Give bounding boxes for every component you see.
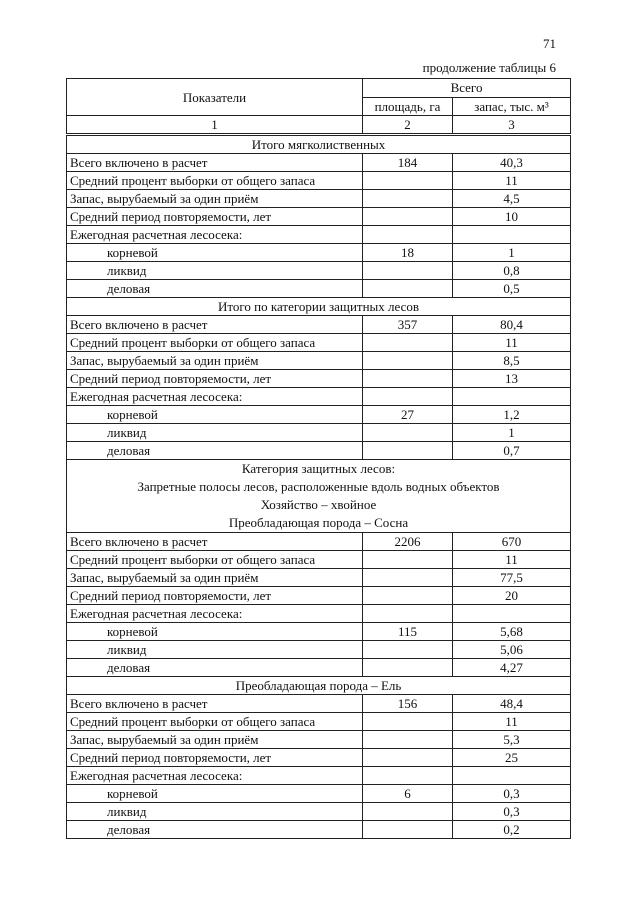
- row-area: [363, 388, 453, 406]
- table-row: [67, 569, 571, 587]
- header-col-number: 3: [453, 116, 571, 135]
- row-stock: 0,2: [453, 821, 571, 839]
- row-area: [363, 334, 453, 352]
- table-row: [67, 695, 571, 713]
- table-row: [67, 334, 571, 352]
- page-number: 71: [543, 36, 556, 51]
- row-area: [363, 262, 453, 280]
- row-label: Запас, вырубаемый за один приём: [67, 731, 363, 749]
- row-label: Ежегодная расчетная лесосека:: [67, 226, 363, 244]
- table-row: [67, 803, 571, 821]
- row-area: [363, 641, 453, 659]
- row-label: Средний период повторяемости, лет: [67, 749, 363, 767]
- row-area: [363, 713, 453, 731]
- row-area: 184: [363, 154, 453, 172]
- row-area: [363, 659, 453, 677]
- row-area: [363, 605, 453, 623]
- row-stock: 4,27: [453, 659, 571, 677]
- header-col-number: 2: [363, 116, 453, 135]
- row-label: Средний период повторяемости, лет: [67, 370, 363, 388]
- row-label: Запас, вырубаемый за один приём: [67, 352, 363, 370]
- row-stock: 8,5: [453, 352, 571, 370]
- table-row: [67, 605, 571, 623]
- row-stock: [453, 767, 571, 785]
- row-area: [363, 551, 453, 569]
- table-row: [67, 767, 571, 785]
- row-label: Средний процент выборки от общего запаса: [67, 713, 363, 731]
- table-row: [67, 442, 571, 460]
- row-area: [363, 370, 453, 388]
- row-area: 18: [363, 244, 453, 262]
- row-stock: 1,2: [453, 406, 571, 424]
- row-area: [363, 803, 453, 821]
- row-area: [363, 280, 453, 298]
- row-stock: 5,68: [453, 623, 571, 641]
- table-row: [67, 623, 571, 641]
- row-stock: 11: [453, 172, 571, 190]
- row-label: Средний период повторяемости, лет: [67, 208, 363, 226]
- table-row: [67, 551, 571, 569]
- row-area: 27: [363, 406, 453, 424]
- row-stock: [453, 226, 571, 244]
- row-label: Средний период повторяемости, лет: [67, 587, 363, 605]
- row-stock: 670: [453, 533, 571, 551]
- section-title: [67, 677, 571, 695]
- section-title-row: [67, 135, 571, 154]
- section-title-row: [67, 677, 571, 695]
- section-title: [67, 298, 571, 316]
- section-title-line: Итого мягколиственных: [251, 137, 386, 152]
- row-area: [363, 190, 453, 208]
- row-label: Запас, вырубаемый за один приём: [67, 569, 363, 587]
- section-title-line: Преобладающая порода – Ель: [235, 678, 402, 693]
- row-area: [363, 587, 453, 605]
- row-label: Запас, вырубаемый за один приём: [67, 190, 363, 208]
- row-stock: 0,3: [453, 803, 571, 821]
- table-row: [67, 713, 571, 731]
- table-row: [67, 785, 571, 803]
- row-stock: 0,8: [453, 262, 571, 280]
- header-total: Всего: [363, 79, 571, 98]
- row-area: [363, 352, 453, 370]
- table-row: [67, 316, 571, 334]
- table-row: [67, 587, 571, 605]
- table-row: [67, 388, 571, 406]
- section-title-line: Запретные полосы лесов, расположенные вдоль водных объектов: [137, 479, 500, 494]
- row-area: [363, 208, 453, 226]
- row-stock: 0,5: [453, 280, 571, 298]
- table-row: [67, 641, 571, 659]
- table-body: [67, 135, 571, 839]
- table-row: [67, 208, 571, 226]
- row-label: корневой: [67, 623, 363, 641]
- row-stock: 11: [453, 334, 571, 352]
- row-area: [363, 569, 453, 587]
- row-label: Всего включено в расчет: [67, 154, 363, 172]
- row-area: [363, 424, 453, 442]
- row-label: деловая: [67, 442, 363, 460]
- row-stock: 5,3: [453, 731, 571, 749]
- row-label: Средний процент выборки от общего запаса: [67, 551, 363, 569]
- row-label: деловая: [67, 659, 363, 677]
- row-label: корневой: [67, 244, 363, 262]
- table-row: [67, 226, 571, 244]
- table-row: [67, 190, 571, 208]
- section-title: [67, 460, 571, 533]
- row-area: [363, 767, 453, 785]
- row-stock: 40,3: [453, 154, 571, 172]
- row-label: Ежегодная расчетная лесосека:: [67, 767, 363, 785]
- table-row: [67, 406, 571, 424]
- row-stock: 1: [453, 424, 571, 442]
- row-label: Средний процент выборки от общего запаса: [67, 334, 363, 352]
- table-row: [67, 424, 571, 442]
- row-area: 2206: [363, 533, 453, 551]
- table-row: [67, 821, 571, 839]
- row-stock: 80,4: [453, 316, 571, 334]
- row-area: [363, 442, 453, 460]
- row-label: ликвид: [67, 803, 363, 821]
- row-area: 6: [363, 785, 453, 803]
- table-row: [67, 749, 571, 767]
- row-stock: 25: [453, 749, 571, 767]
- table-row: [67, 731, 571, 749]
- section-title-line: Преобладающая порода – Сосна: [228, 515, 409, 530]
- row-label: ликвид: [67, 262, 363, 280]
- section-title-line: Хозяйство – хвойное: [260, 497, 377, 512]
- section-title: [67, 135, 571, 154]
- row-stock: 11: [453, 551, 571, 569]
- table-row: [67, 659, 571, 677]
- section-title-line: Итого по категории защитных лесов: [217, 299, 420, 314]
- row-stock: 4,5: [453, 190, 571, 208]
- row-label: Всего включено в расчет: [67, 695, 363, 713]
- table-row: [67, 172, 571, 190]
- section-title-line: Категория защитных лесов:: [241, 461, 396, 476]
- row-label: Ежегодная расчетная лесосека:: [67, 388, 363, 406]
- table-row: [67, 280, 571, 298]
- row-label: Ежегодная расчетная лесосека:: [67, 605, 363, 623]
- forest-stock-table: [66, 78, 571, 839]
- table-row: [67, 352, 571, 370]
- row-area: [363, 172, 453, 190]
- row-area: 156: [363, 695, 453, 713]
- row-label: Средний процент выборки от общего запаса: [67, 172, 363, 190]
- table-row: [67, 154, 571, 172]
- row-label: корневой: [67, 406, 363, 424]
- header-area: площадь, га: [363, 97, 453, 116]
- table-row: [67, 533, 571, 551]
- section-title-row: [67, 298, 571, 316]
- row-area: [363, 731, 453, 749]
- row-stock: 13: [453, 370, 571, 388]
- row-area: 357: [363, 316, 453, 334]
- row-label: Всего включено в расчет: [67, 316, 363, 334]
- row-label: корневой: [67, 785, 363, 803]
- row-label: Всего включено в расчет: [67, 533, 363, 551]
- row-stock: 0,3: [453, 785, 571, 803]
- row-area: [363, 821, 453, 839]
- table-row: [67, 244, 571, 262]
- row-area: 115: [363, 623, 453, 641]
- section-title-row: [67, 460, 571, 533]
- row-stock: 0,7: [453, 442, 571, 460]
- row-stock: 20: [453, 587, 571, 605]
- header-stock: запас, тыс. м³: [453, 97, 571, 116]
- table-continuation-caption: продолжение таблицы 6: [422, 60, 556, 75]
- row-area: [363, 749, 453, 767]
- table-row: [67, 262, 571, 280]
- row-stock: 11: [453, 713, 571, 731]
- row-stock: 48,4: [453, 695, 571, 713]
- row-stock: 77,5: [453, 569, 571, 587]
- row-area: [363, 226, 453, 244]
- row-stock: 10: [453, 208, 571, 226]
- row-label: деловая: [67, 280, 363, 298]
- row-label: ликвид: [67, 424, 363, 442]
- row-stock: [453, 388, 571, 406]
- row-stock: [453, 605, 571, 623]
- header-indicators: Показатели: [67, 79, 363, 116]
- row-label: ликвид: [67, 641, 363, 659]
- row-label: деловая: [67, 821, 363, 839]
- table-row: [67, 370, 571, 388]
- row-stock: 5,06: [453, 641, 571, 659]
- row-stock: 1: [453, 244, 571, 262]
- header-col-number: 1: [67, 116, 363, 135]
